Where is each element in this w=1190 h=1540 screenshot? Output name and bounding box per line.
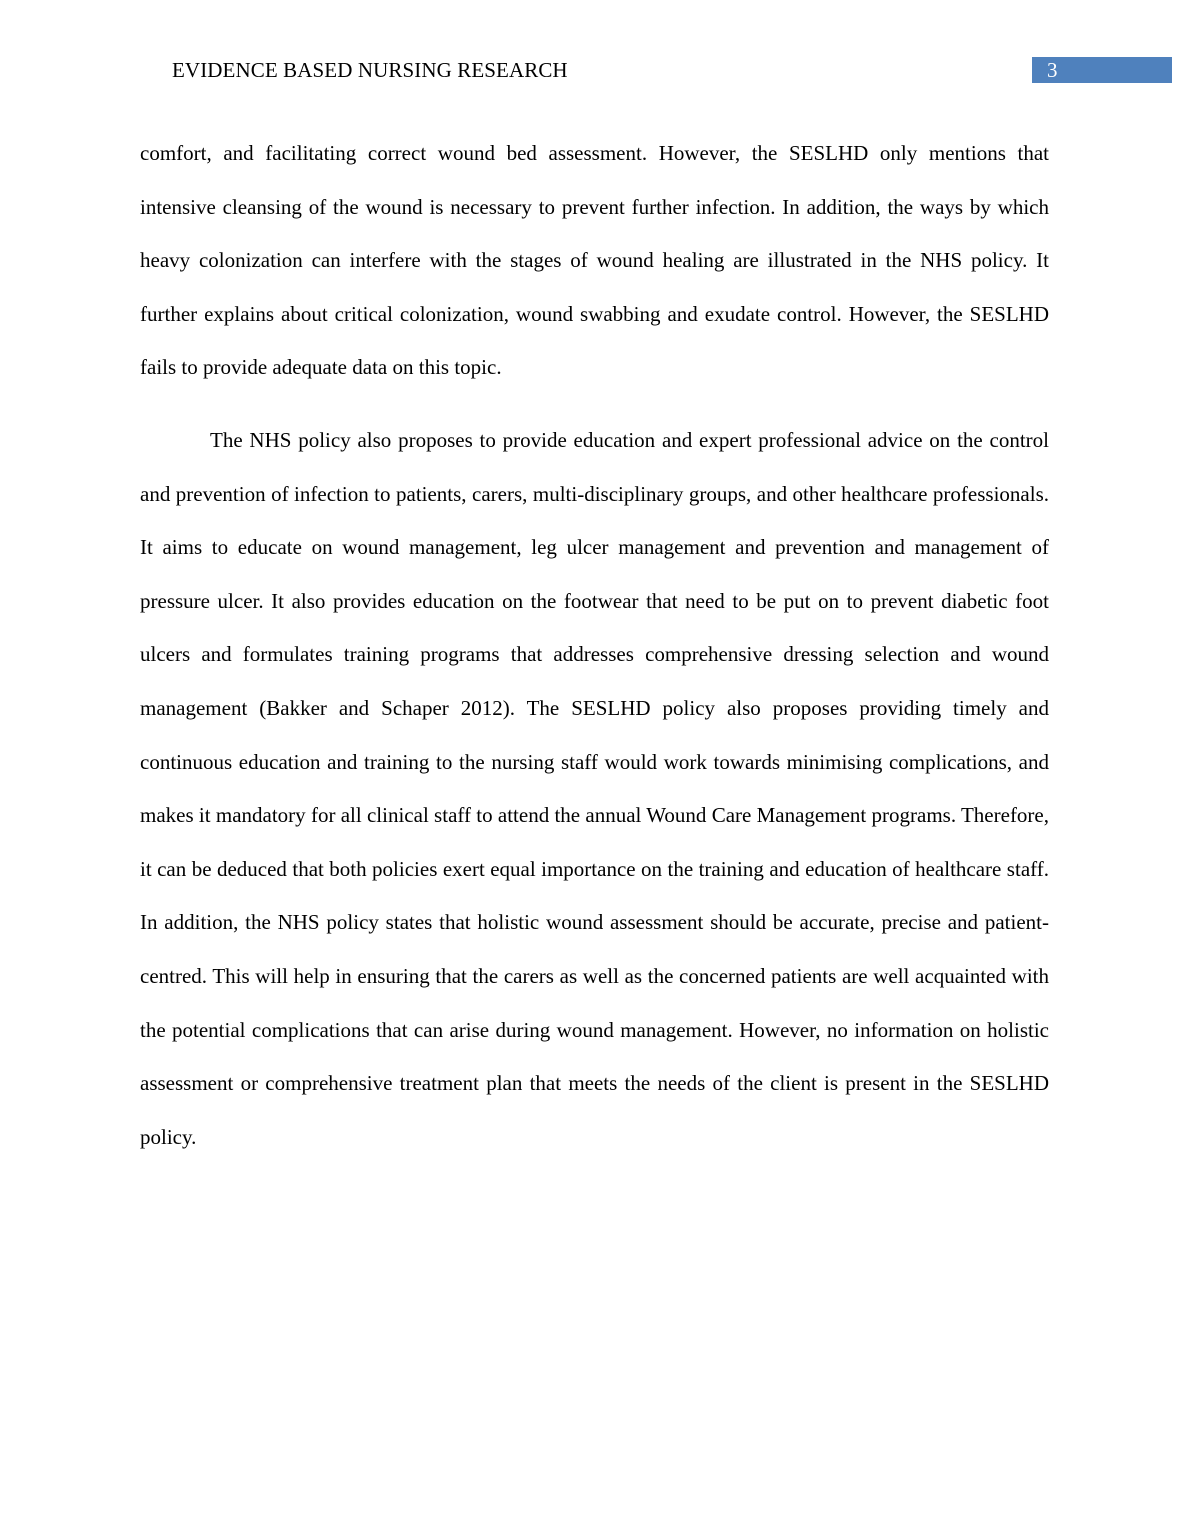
document-body	[140, 127, 1049, 1164]
body-paragraph-2: The NHS policy also proposes to provide education and expert professional advice on the control and prevention of infection to patients, carers, multi-disciplinary groups, and other healthcare professionals. It aims to educate on wound management, leg ulcer management and prevention and management of pressure ulcer. It also provides education on the footwear that need to be put on to prevent diabetic foot ulcers and formulates training programs that addresses comprehensive dressing selection and wound management (Bakker and Schaper 2012). The SESLHD policy also proposes providing timely and continuous education and training to the nursing staff would work towards minimising complications, and makes it mandatory for all clinical staff to attend the annual Wound Care Management programs. Therefore, it can be deduced that both policies exert equal importance on the training and education of healthcare staff. In addition, the NHS policy states that holistic wound assessment should be accurate, precise and patient-centred. This will help in ensuring that the carers as well as the concerned patients are well acquainted with the potential complications that can arise during wound management. However, no information on holistic assessment or comprehensive treatment plan that meets the needs of the client is present in the SESLHD policy.	[140, 427, 1049, 1149]
page-number-badge	[1032, 57, 1172, 83]
body-paragraph-1: comfort, and facilitating correct wound bed assessment. However, the SESLHD only mentions that intensive cleansing of the wound is necessary to prevent further infection. In addition, the ways by which heavy colonization can interfere with the stages of wound healing are illustrated in the NHS policy. It further explains about critical colonization, wound swabbing and exudate control. However, the SESLHD fails to provide adequate data on this topic.	[140, 141, 1049, 380]
page-number: 3	[1047, 58, 1058, 82]
running-header-title: EVIDENCE BASED NURSING RESEARCH	[172, 58, 568, 82]
